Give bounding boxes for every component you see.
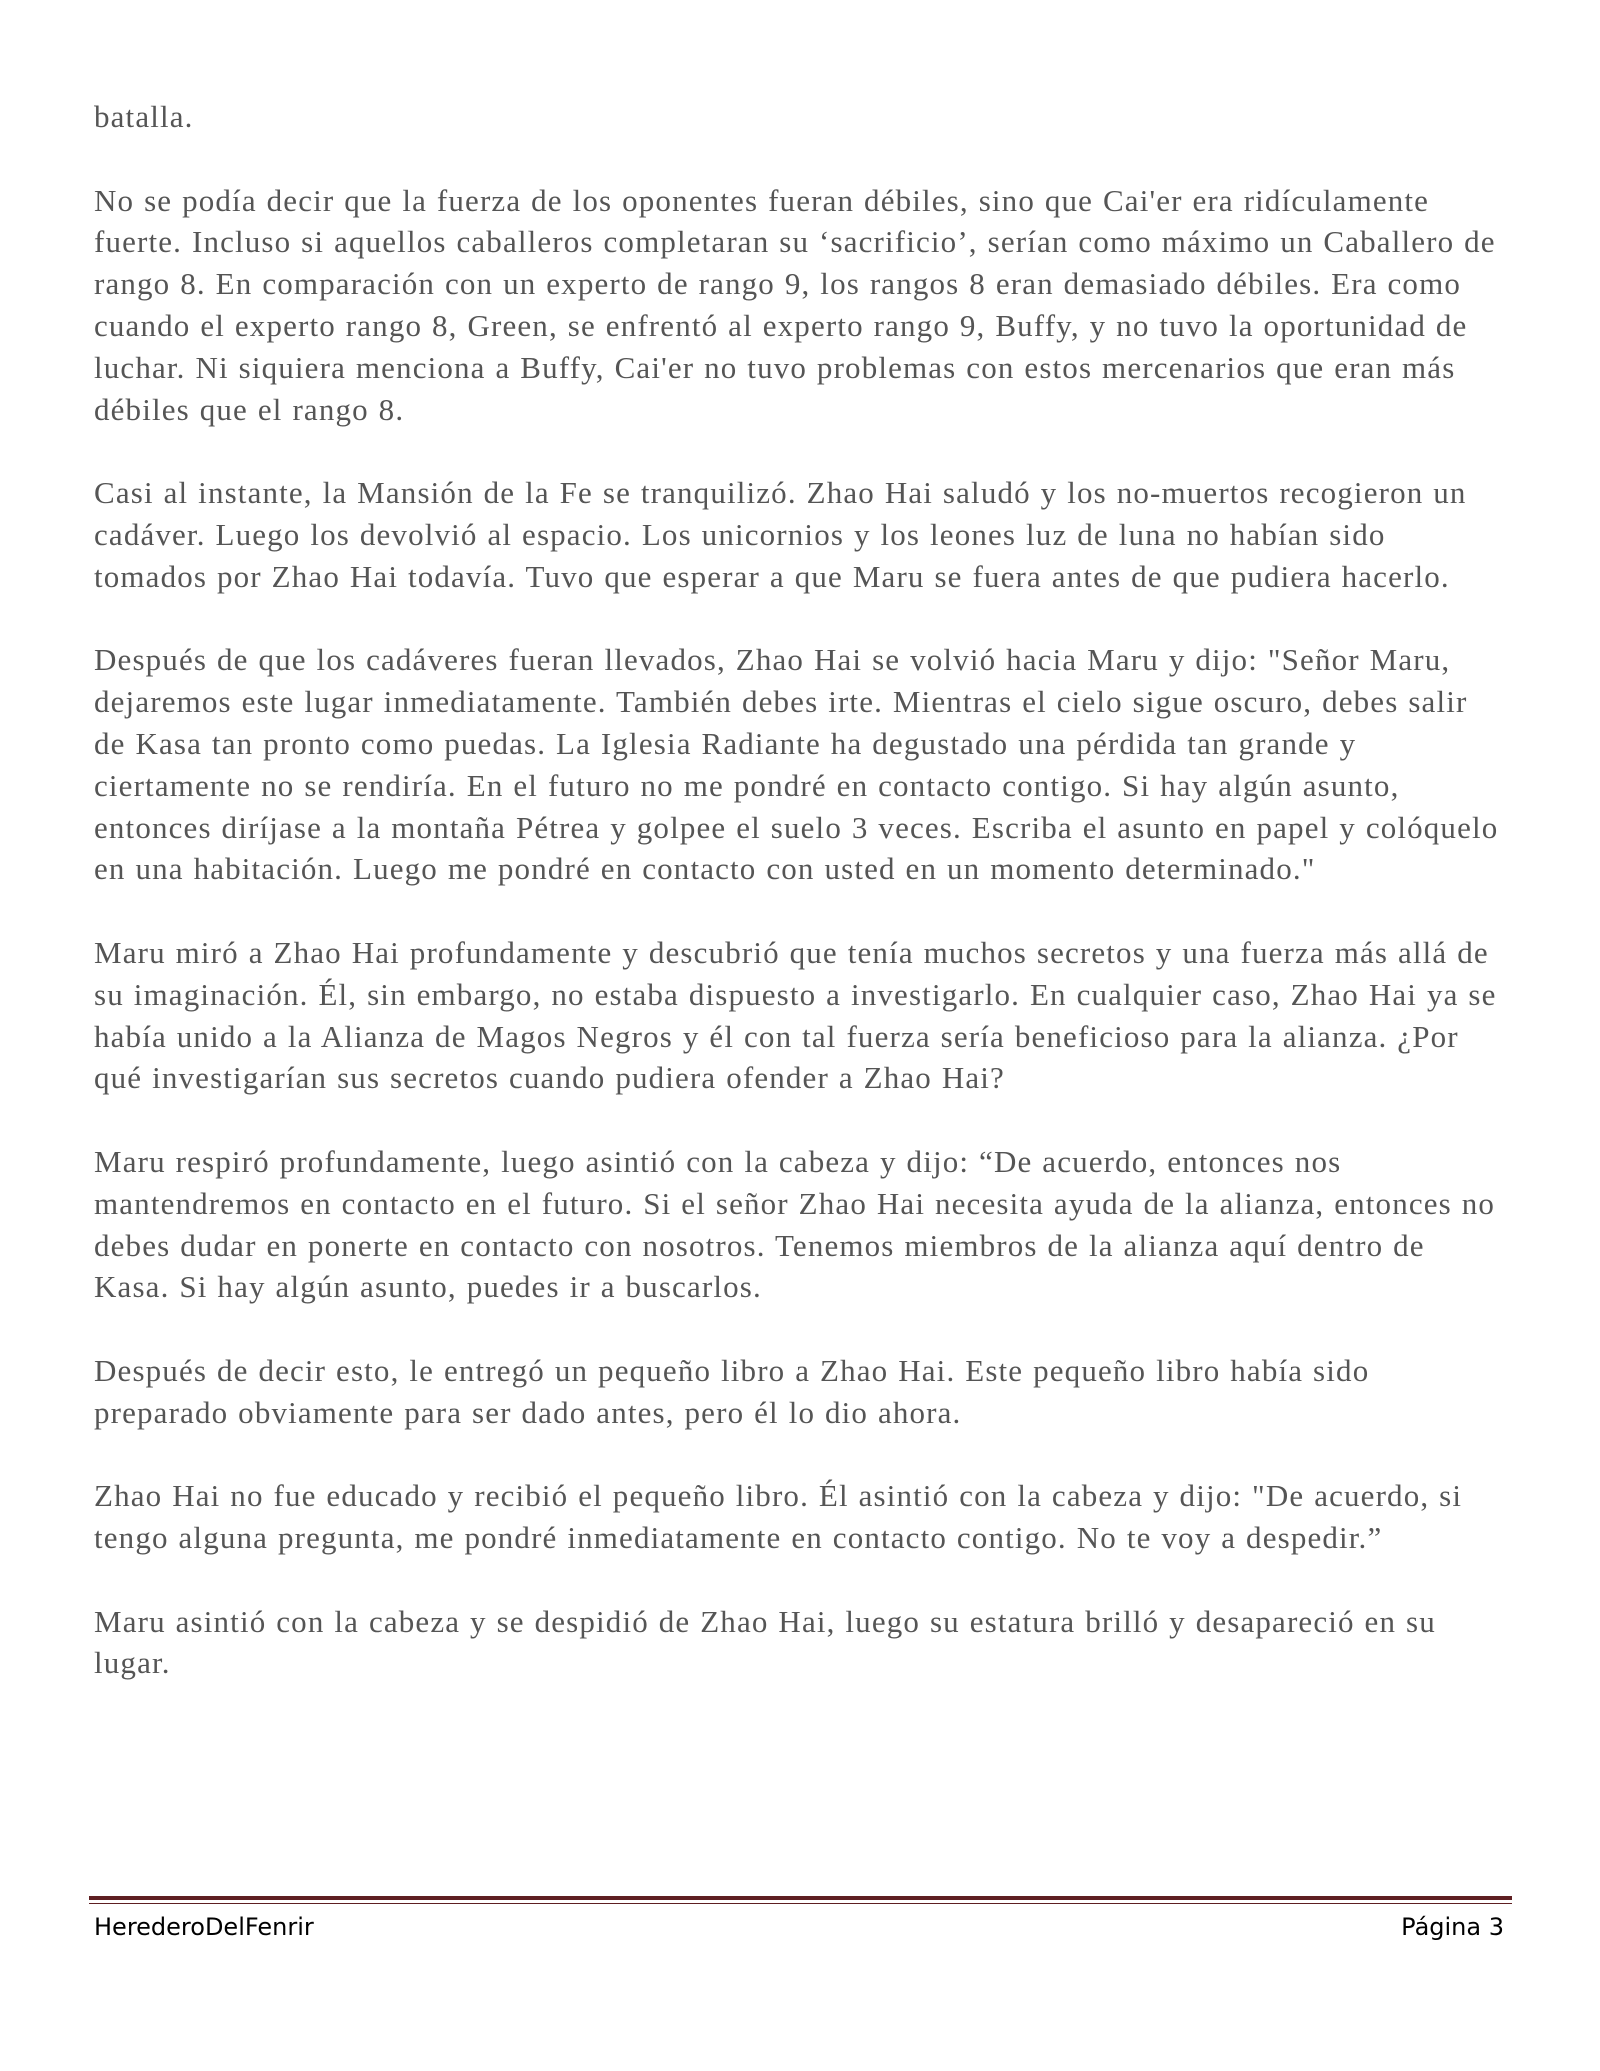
paragraph: Zhao Hai no fue educado y recibió el pequeño libro. Él asintió con la cabeza y dijo: "De acuerdo, si tengo alguna pregunta, me pondré inmediatamente en contacto contigo. No te voy a despedir.” <box>94 1478 1463 1556</box>
paragraph: Maru respiró profundamente, luego asintió con la cabeza y dijo: “De acuerdo, entonces nos mantendremos en contacto en el futuro. Si el señor Zhao Hai necesita ayuda de la alianza, entonces no debes dudar en ponerte en contacto con nosotros. Tenemos miembros de la alianza aquí dentro de Kasa. Si hay algún asunto, puedes ir a buscarlos. <box>94 1143 1496 1305</box>
footer-divider <box>89 1896 1512 1900</box>
paragraph: Después de decir esto, le entregó un pequeño libro a Zhao Hai. Este pequeño libro había sido preparado obviamente para ser dado antes, pero él lo dio ahora. <box>94 1352 1370 1430</box>
paragraph: Maru miró a Zhao Hai profundamente y descubrió que tenía muchos secretos y una fuerza más allá de su imaginación. Él, sin embargo, no estaba dispuesto a investigarlo. En cualquier caso, Zhao Hai ya se había unido a la Alianza de Magos Negros y él con tal fuerza sería beneficioso para la alianza. ¿Por qué investigarían sus secretos cuando pudiera ofender a Zhao Hai? <box>94 934 1497 1096</box>
footer-page-number: Página 3 <box>1401 1913 1504 1941</box>
paragraph: Maru asintió con la cabeza y se despidió de Zhao Hai, luego su estatura brilló y desapareció en su lugar. <box>94 1603 1436 1681</box>
body-text <box>94 96 1504 1726</box>
paragraph: Después de que los cadáveres fueran llevados, Zhao Hai se volvió hacia Maru y dijo: "Señor Maru, dejaremos este lugar inmediatamente. También debes irte. Mientras el cielo sigue oscuro, debes salir de Kasa tan pronto como puedas. La Iglesia Radiante ha degustado una pérdida tan grande y ciertamente no se rendiría. En el futuro no me pondré en contacto contigo. Si hay algún asunto, entonces diríjase a la montaña Pétrea y golpee el suelo 3 veces. Escriba el asunto en papel y colóquelo en una habitación. Luego me pondré en contacto con usted en un momento determinado." <box>94 642 1499 887</box>
paragraph: No se podía decir que la fuerza de los oponentes fueran débiles, sino que Cai'er era ridículamente fuerte. Incluso si aquellos caballeros completaran su ‘sacrificio’, serían como máximo un Caballero de rango 8. En comparación con un experto de rango 9, los rangos 8 eran demasiado débiles. Era como cuando el experto rango 8, Green, se enfrentó al experto rango 9, Buffy, y no tuvo la oportunidad de luchar. Ni siquiera menciona a Buffy, Cai'er no tuvo problemas con estos mercenarios que eran más débiles que el rango 8. <box>94 182 1496 427</box>
footer-author: HerederoDelFenrir <box>94 1913 314 1941</box>
footer-divider-thin <box>89 1903 1512 1904</box>
paragraph: batalla. <box>94 99 194 134</box>
paragraph: Casi al instante, la Mansión de la Fe se tranquilizó. Zhao Hai saludó y los no-muertos recogieron un cadáver. Luego los devolvió al espacio. Los unicornios y los leones luz de luna no habían sido tomados por Zhao Hai todavía. Tuvo que esperar a que Maru se fuera antes de que pudiera hacerlo. <box>94 475 1467 594</box>
